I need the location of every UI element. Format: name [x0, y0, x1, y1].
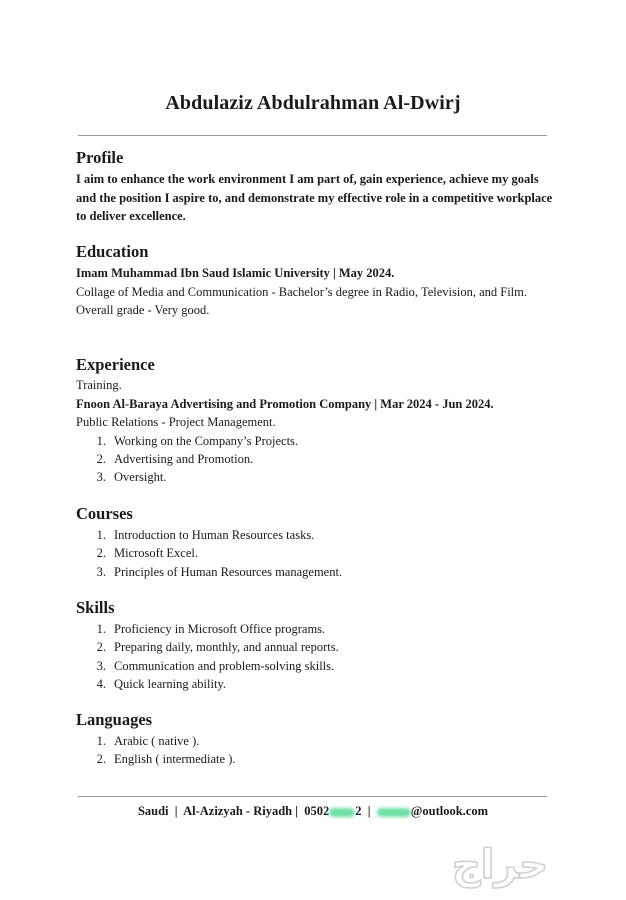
languages-heading: Languages: [76, 710, 153, 729]
resume-name: Abdulaziz Abdulrahman Al-Dwirj: [165, 92, 461, 114]
list-item: 1. Proficiency in Microsoft Office programs.: [96, 622, 326, 636]
phone-suffix: 2: [355, 804, 362, 818]
languages-list: [76, 732, 556, 769]
footer-separator: |: [361, 804, 377, 818]
list-item: 2. English ( intermediate ).: [96, 752, 236, 767]
email-domain: @outlook.com: [410, 804, 489, 818]
header-divider: [78, 135, 547, 136]
list-item: 2. Microsoft Excel.: [96, 546, 199, 561]
haraj-watermark-logo: [385, 840, 615, 890]
experience-role: Public Relations - Project Management.: [76, 415, 276, 429]
skills-section: [76, 598, 556, 693]
experience-section: [76, 355, 556, 486]
courses-list: [76, 526, 556, 581]
experience-list: [76, 432, 556, 487]
list-item: 3. Principles of Human Resources management.: [96, 564, 343, 579]
profile-section: [76, 148, 556, 226]
courses-section: [76, 504, 556, 581]
languages-section: [76, 710, 556, 769]
list-item: 1. Working on the Company’s Projects.: [96, 433, 299, 448]
experience-heading: Experience: [76, 355, 155, 374]
skills-heading: Skills: [76, 598, 115, 617]
contact-footer: [0, 804, 626, 819]
list-item: 1. Introduction to Human Resources tasks.: [96, 528, 315, 542]
experience-type: Training.: [76, 378, 122, 392]
education-degree: Collage of Media and Communication - Bachelor’s degree in Radio, Television, and Film.: [76, 284, 528, 299]
profile-heading: Profile: [76, 148, 124, 167]
profile-text: I aim to enhance the work environment I am part of, gain experience, achieve my goals and the position I aspire to, and demonstrate my effective role in a competitive workplace to deliver excellence.: [76, 172, 553, 223]
experience-company: Fnoon Al-Baraya Advertising and Promotion Company | Mar 2024 - Jun 2024.: [76, 396, 494, 411]
list-item: 2. Preparing daily, monthly, and annual reports.: [96, 640, 339, 655]
list-item: 4. Quick learning ability.: [96, 676, 227, 691]
phone-redaction: [329, 808, 355, 817]
email-redaction: [377, 808, 411, 817]
list-item: 3. Oversight.: [96, 470, 167, 485]
skills-list: [76, 620, 556, 693]
phone-prefix: 0502: [304, 804, 330, 818]
education-heading: Education: [76, 242, 149, 261]
list-item: 3. Communication and problem-solving skills.: [96, 658, 335, 673]
courses-heading: Courses: [76, 504, 133, 523]
footer-divider: [78, 796, 547, 797]
list-item: 2. Advertising and Promotion.: [96, 451, 254, 466]
list-item: 1. Arabic ( native ).: [96, 734, 200, 748]
education-grade: Overall grade - Very good.: [76, 303, 210, 317]
watermark-text: حراج: [451, 842, 549, 888]
education-school: Imam Muhammad Ibn Saud Islamic University | May 2024.: [76, 266, 395, 280]
footer-location: Saudi | Al-Azizyah - Riyadh |: [137, 804, 305, 818]
education-section: [76, 242, 556, 320]
